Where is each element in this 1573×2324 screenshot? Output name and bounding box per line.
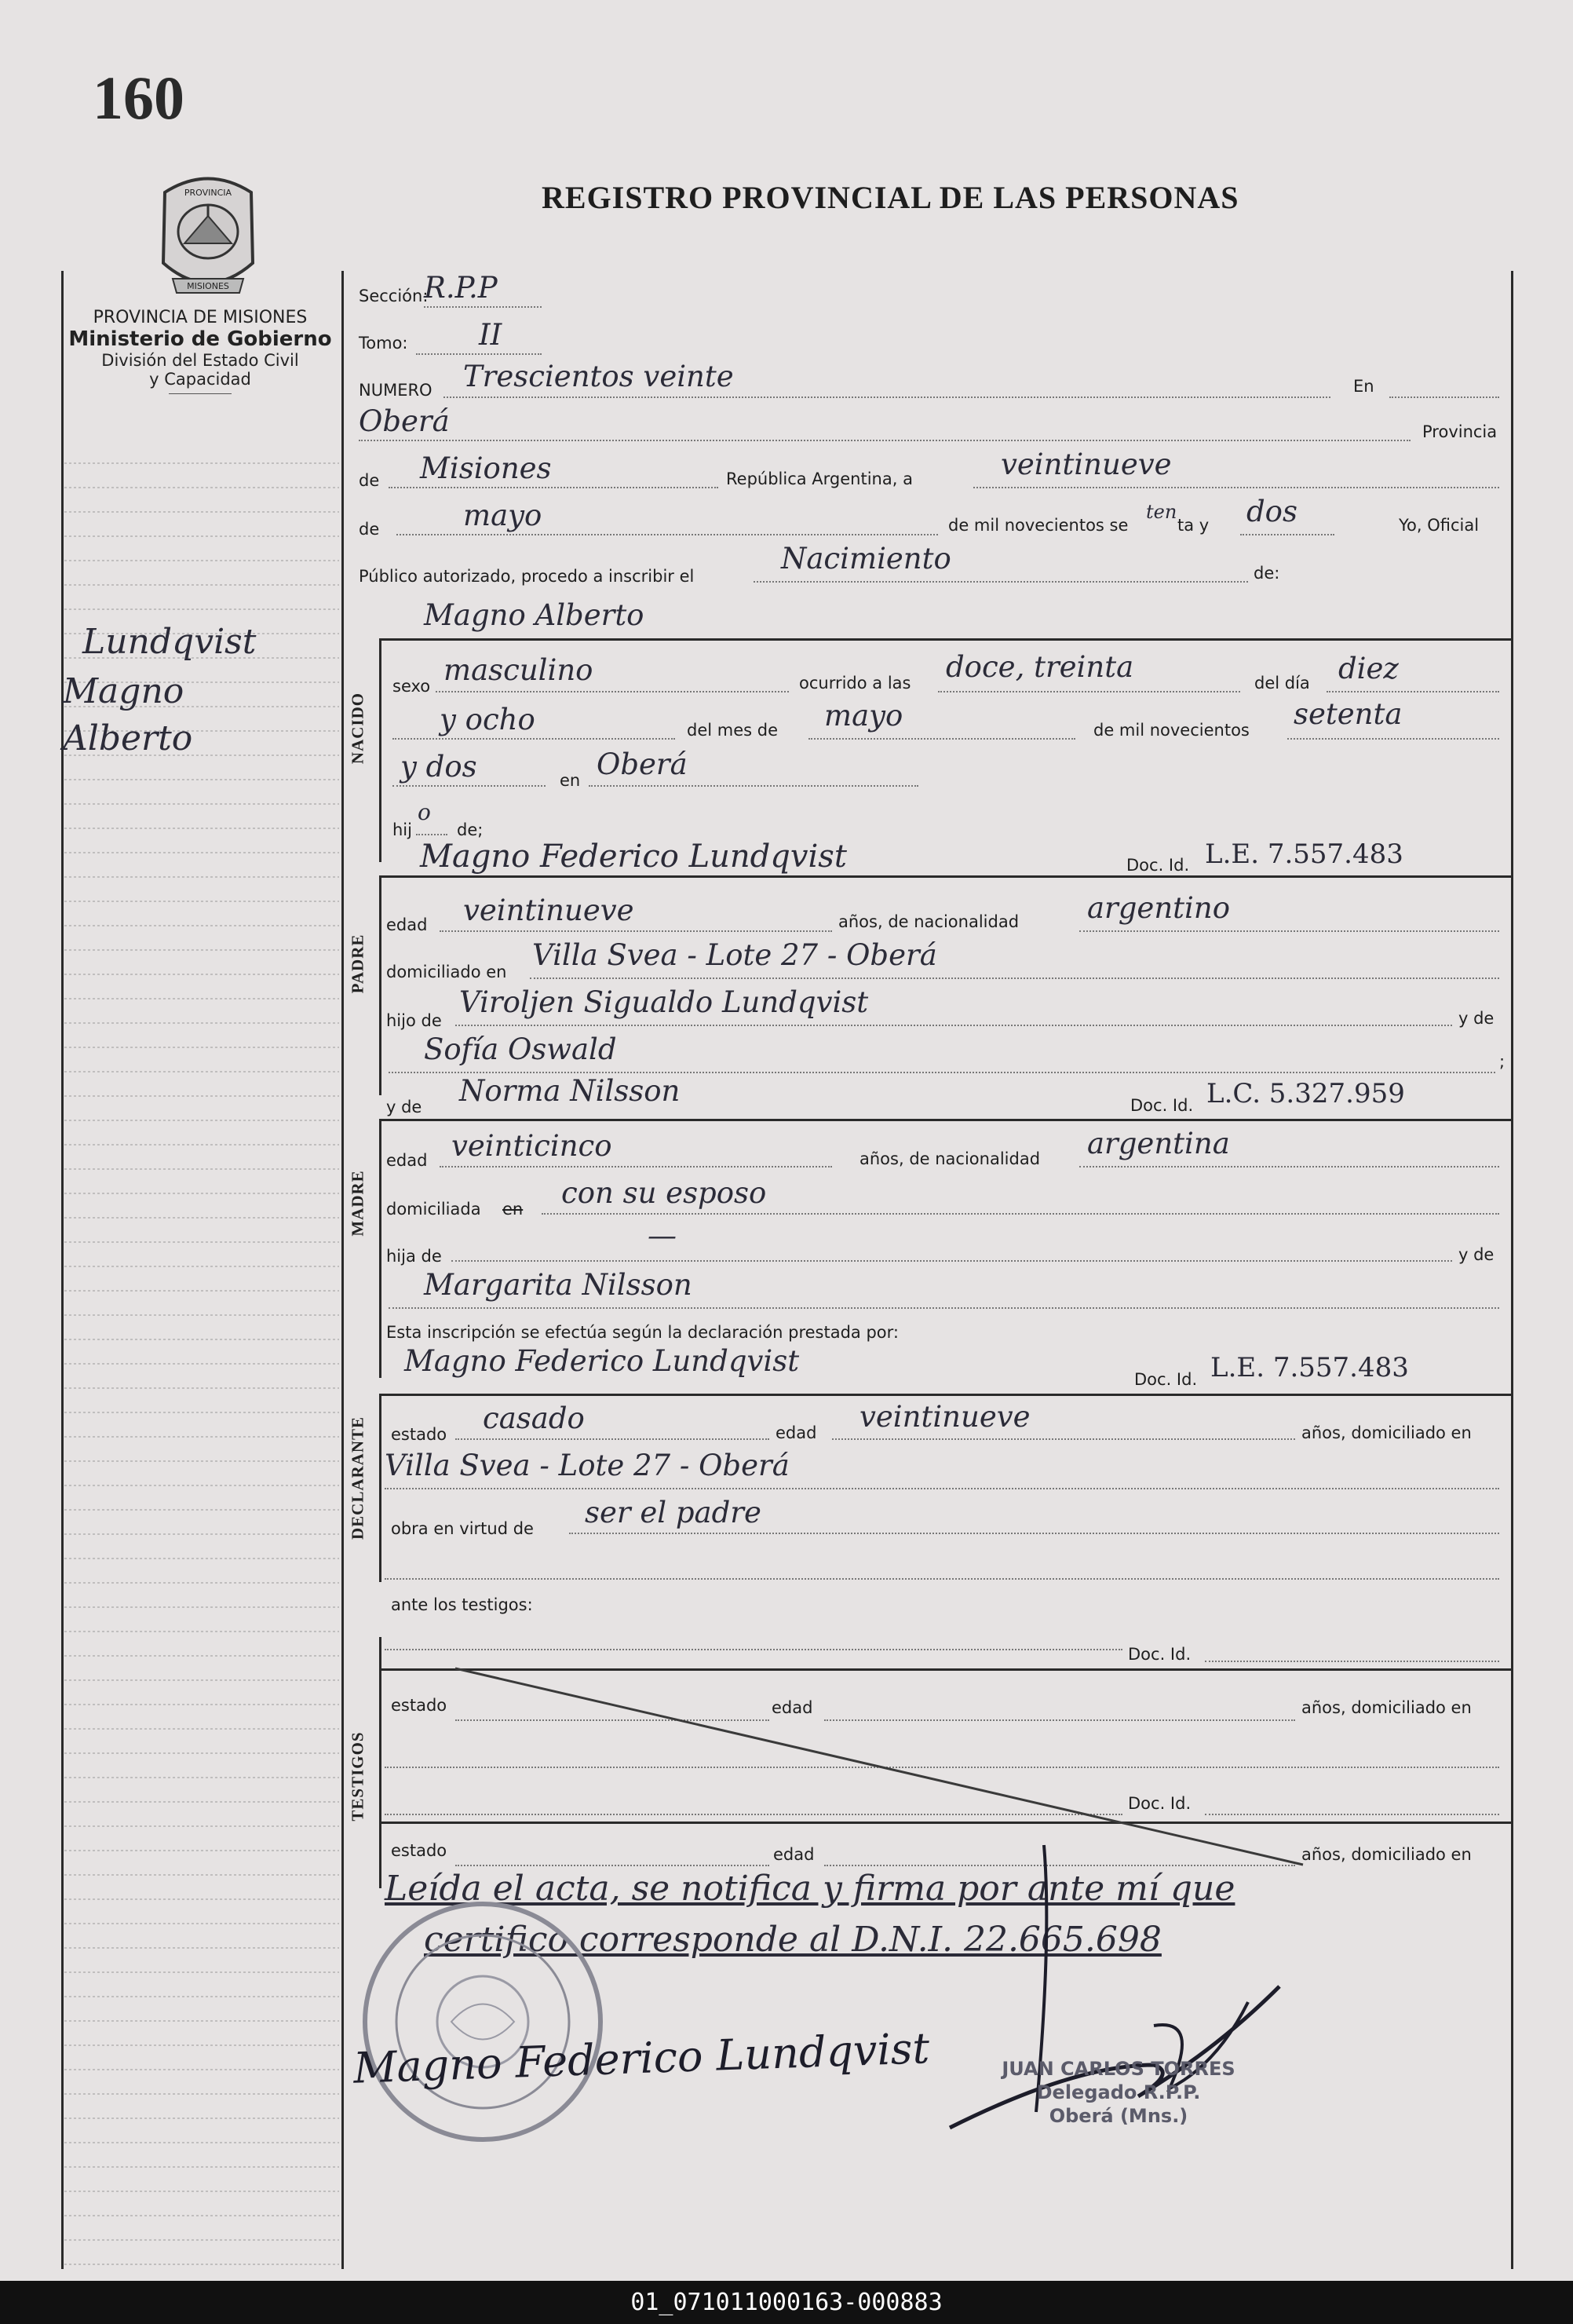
declarante-estado-label: estado [391,1425,447,1444]
madre-domicilio-value: con su esposo [561,1176,767,1210]
testigo2-estado-label: estado [391,1841,447,1860]
dotted-line [359,440,1411,441]
testigo2-edad-label: edad [773,1845,815,1864]
mil-handwritten: ten [1146,501,1177,523]
provincia-value: Misiones [420,451,552,485]
issuer-division: División del Estado Civil [101,351,299,370]
madre-edad-value: veinticinco [451,1129,612,1163]
padre-nombre-value: Magno Federico Lundqvist [420,839,847,875]
declarante-obra-value: ser el padre [585,1496,761,1529]
section-bar [379,875,381,1095]
dotted-line [385,1649,1122,1650]
margin-note-name1: Magno [63,671,184,711]
tomo-label: Tomo: [359,334,408,353]
dotted-line [754,581,1248,583]
official-stamp [969,2057,1268,2128]
nombre-value: Magno Alberto [424,598,644,632]
mes-label: del mes de [687,721,779,740]
declarante-doc-value: L.E. 7.557.483 [1210,1352,1409,1383]
padre-hijo-label: hijo de [386,1011,442,1030]
dotted-line [385,1578,1499,1580]
section-testigos-label: TESTIGOS [348,1731,367,1822]
testigo1-doc-label: Doc. Id. [1128,1645,1192,1664]
dia-value: diez [1338,652,1399,685]
tomo-value: II [479,318,502,352]
dotted-line [451,1260,1452,1262]
en-label: En [1353,377,1374,396]
padre-padre-value: Viroljen Sigualdo Lundqvist [459,985,869,1019]
dotted-line [1240,534,1334,535]
dotted-line [389,487,718,488]
madre-y-de-label: y de [386,1098,422,1116]
dotted-line [440,930,832,932]
madre-doc-value: L.C. 5.327.959 [1206,1078,1405,1109]
section-bar [379,1637,381,1888]
padre-doc-value: L.E. 7.557.483 [1205,839,1403,870]
hora-value: doce, treinta [946,650,1134,684]
crest-bottom-text: MISIONES [187,281,229,291]
padre-semicolon: ; [1499,1052,1505,1071]
hij-de-label: de; [457,820,484,839]
dotted-line [1079,930,1499,932]
declarante-estado-value: casado [483,1401,585,1435]
dotted-line [1205,1661,1499,1662]
page-number: 160 [93,64,184,132]
dotted-line [542,1213,1499,1215]
divider [169,393,232,394]
section-madre-label: MADRE [348,1170,367,1237]
declarante-nombre-value: Magno Federico Lundqvist [404,1344,800,1378]
dotted-line [973,487,1499,488]
testigo2-doc-label: Doc. Id. [1128,1794,1192,1813]
dotted-line [443,396,1330,398]
padre-nac-label: años, de nacionalidad [838,912,1020,931]
madre-nombre-value: Norma Nilsson [459,1074,681,1108]
acto-value: Nacimiento [781,542,951,576]
madre-edad-label: edad [386,1151,428,1170]
section-declarante-label: DECLARANTE [348,1416,367,1540]
madre-doc-label: Doc. Id. [1130,1096,1194,1115]
section-bar [379,1119,381,1378]
section-rule [379,1119,1513,1121]
dotted-line [1389,396,1499,398]
dotted-line [569,1533,1499,1534]
yo-oficial-label: Yo, Oficial [1399,516,1480,535]
dotted-line [436,691,789,692]
declarante-domicilio-value: Villa Svea - Lote 27 - Oberá [385,1449,790,1482]
dotted-line [1287,738,1499,740]
dotted-line [938,691,1240,692]
dotted-line [385,1488,1499,1489]
declarante-obra-label: obra en virtud de [391,1519,534,1538]
publico-label: Público autorizado, procedo a inscribir el [359,567,695,586]
day-value: veintinueve [1001,448,1172,481]
dotted-line [392,738,675,740]
dotted-line [389,1307,1499,1309]
ocurrido-label: ocurrido a las [799,674,911,692]
testigo1-estado-label: estado [391,1696,447,1715]
testigo1-anios-label: años, domiciliado en [1301,1698,1472,1717]
mil-label-tail: ta y [1177,516,1210,535]
issuer-ministry: Ministerio de Gobierno [68,327,332,351]
dotted-line [1079,1166,1499,1167]
dotted-line [416,353,542,355]
testigo1-edad-label: edad [772,1698,813,1717]
sexo-value: masculino [443,653,593,687]
de3-label: de: [1254,564,1280,583]
seccion-value: R.P.P [424,271,498,305]
madre-madre-value: Margarita Nilsson [424,1268,692,1302]
padre-edad-value: veintinueve [463,893,634,927]
numero-value: Trescientos veinte [463,360,734,393]
closing-line-2: certifico corresponde al D.N.I. 22.665.698 [424,1920,1162,1960]
provincial-crest-icon [149,169,267,298]
registry-round-stamp-icon [349,1888,616,2155]
hij-label: hij [392,820,412,839]
issuer-division-2: y Capacidad [149,370,251,389]
numero-label: NUMERO [359,381,432,400]
madre-y-de-label-2: y de [1458,1245,1495,1264]
place-value: Oberá [359,404,450,438]
mil-label: de mil novecientos se [948,516,1129,535]
declarante-doc-label: Doc. Id. [1134,1370,1198,1389]
dia-value-2: y ocho [440,703,535,736]
declarante-edad-label: edad [776,1423,817,1442]
padre-madre-value: Sofía Oswald [424,1032,617,1066]
mes-value: mayo [824,699,903,733]
section-bar [379,1394,381,1582]
padre-nac-value: argentino [1087,891,1230,925]
declarante-signature: Magno Federico Lundqvist [352,2023,931,2093]
anio-value-2: y dos [400,750,477,784]
republica-label: República Argentina, a [726,470,913,488]
frame-left [61,271,64,2269]
dotted-line [1327,691,1499,692]
dotted-line [530,977,1499,979]
sexo-label: sexo [392,677,431,696]
lugar-value: Oberá [597,747,688,781]
dia-label: del día [1254,674,1310,692]
margin-note-name2: Alberto [63,718,193,758]
frame-right [1511,271,1513,2269]
month-value: mayo [463,499,542,532]
madre-nac-value: argentina [1087,1127,1230,1160]
madre-padre-value: — [648,1219,677,1252]
footer-id: 01_071011000163-000883 [0,2281,1573,2324]
closing-line-1: Leída el acta, se notifica y firma por ante mí que [385,1869,1235,1909]
frame-divider [341,271,344,2269]
dotted-line [424,306,542,308]
margin-ruled-lines [64,440,339,2269]
padre-y-de-label: y de [1458,1009,1495,1028]
padre-edad-label: edad [386,915,428,934]
dotted-line [440,1166,832,1167]
dotted-line [396,534,938,535]
seccion-label: Sección: [359,287,429,305]
year-value: dos [1246,495,1297,528]
official-stamp-place: Oberá (Mns.) [1049,2105,1188,2127]
anio-value: setenta [1294,697,1403,731]
testigo2-anios-label: años, domiciliado en [1301,1845,1472,1864]
madre-domicilio-struck: en [502,1200,524,1219]
dotted-line [455,1438,769,1440]
dotted-line [392,785,546,787]
section-nacido-label: NACIDO [348,692,367,765]
section-bar [379,638,381,862]
section-rule [379,1394,1513,1396]
section-rule [379,638,1513,641]
margin-note-surname: Lundqvist [82,622,257,662]
testigos-intro: ante los testigos: [391,1595,533,1614]
madre-hija-label: hija de [386,1247,442,1266]
padre-doc-label: Doc. Id. [1126,856,1190,875]
declarante-edad-value: veintinueve [859,1400,1031,1434]
madre-domicilio-label: domiciliada [386,1200,481,1219]
section-rule [379,875,1513,878]
de2-label: de [359,520,380,539]
padre-domicilio-value: Villa Svea - Lote 27 - Oberá [532,938,937,972]
declarante-intro: Esta inscripción se efectúa según la declaración prestada por: [386,1323,899,1342]
de-label: de [359,471,380,490]
crest-top-text: PROVINCIA [184,188,232,198]
official-stamp-name: JUAN CARLOS TORRES [1002,2058,1235,2080]
dotted-line [389,1072,1495,1073]
official-stamp-role: Delegado R.P.P. [1036,2081,1201,2103]
nacido-mil-label: de mil novecientos [1093,721,1250,740]
dotted-line [416,834,447,835]
issuer-province: PROVINCIA DE MISIONES [93,308,308,327]
dotted-line [455,1025,1452,1026]
provincia-label: Provincia [1422,422,1498,441]
dotted-line [589,785,918,787]
dotted-line [832,1438,1295,1440]
madre-nac-label: años, de nacionalidad [859,1149,1041,1168]
dotted-line [808,738,1075,740]
declarante-anios-label: años, domiciliado en [1301,1423,1472,1442]
hij-value: o [418,799,431,825]
issuer-block [55,308,345,394]
section-padre-label: PADRE [348,934,367,994]
document-title: REGISTRO PROVINCIAL DE LAS PERSONAS [542,180,1239,215]
nacido-en-label: en [560,771,581,790]
padre-domicilio-label: domiciliado en [386,963,507,981]
